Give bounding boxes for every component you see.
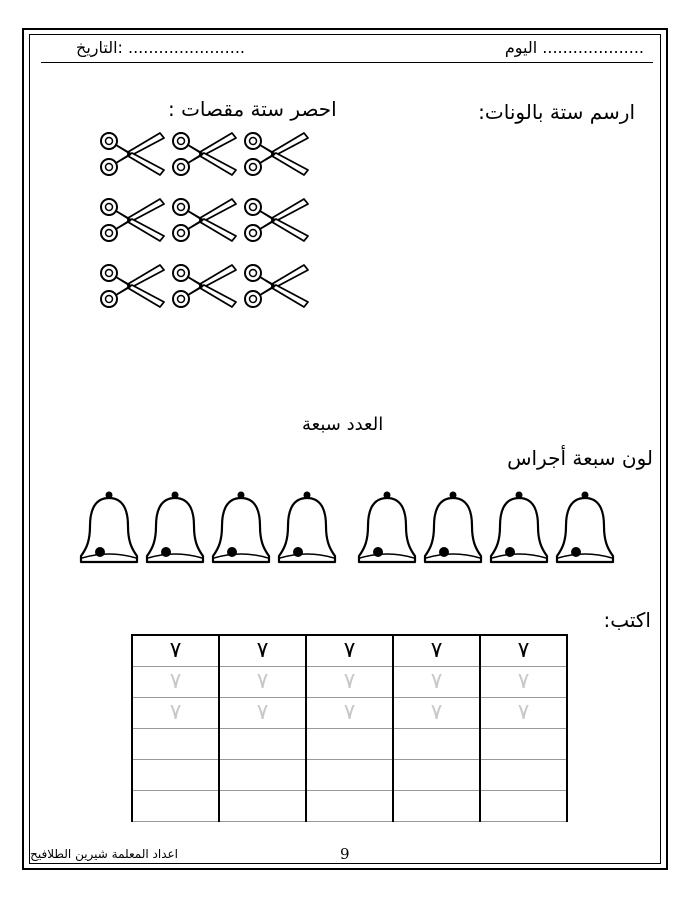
scissors-grid bbox=[96, 128, 311, 318]
scissors-icon bbox=[101, 265, 164, 307]
day-field-label: اليوم .................... bbox=[504, 38, 644, 57]
bell-icon[interactable] bbox=[554, 490, 616, 576]
trace-digit-cell[interactable]: ٧ bbox=[306, 698, 393, 729]
writing-cell[interactable] bbox=[480, 760, 567, 791]
writing-cell[interactable] bbox=[219, 760, 306, 791]
trace-digit-cell[interactable]: ٧ bbox=[219, 667, 306, 698]
count-scissors-instruction: احصر ستة مقصات : bbox=[168, 97, 337, 121]
header-rule bbox=[41, 62, 653, 63]
trace-digit-cell[interactable]: ٧ bbox=[306, 667, 393, 698]
scissors-icon bbox=[173, 133, 236, 175]
bell-icon[interactable] bbox=[144, 490, 206, 576]
trace-digit-cell[interactable]: ٧ bbox=[393, 698, 480, 729]
scissors-icon bbox=[101, 199, 164, 241]
trace-digit-cell[interactable]: ٧ bbox=[480, 667, 567, 698]
page-number: 9 bbox=[340, 845, 350, 863]
writing-cell[interactable] bbox=[306, 791, 393, 822]
scissors-icon bbox=[245, 265, 308, 307]
writing-cell[interactable] bbox=[393, 729, 480, 760]
scissors-icon bbox=[245, 199, 308, 241]
author-credit: اعداد المعلمة شيرين الطلافيح bbox=[30, 847, 178, 861]
write-instruction: اكتب: bbox=[603, 608, 651, 632]
tracing-row bbox=[132, 635, 567, 667]
bells-row bbox=[78, 490, 618, 576]
writing-cell[interactable] bbox=[306, 729, 393, 760]
draw-balloons-instruction: ارسم ستة بالونات: bbox=[478, 100, 635, 124]
model-digit-cell: ٧ bbox=[219, 635, 306, 667]
writing-cell[interactable] bbox=[219, 729, 306, 760]
writing-cell[interactable] bbox=[480, 791, 567, 822]
trace-digit-cell[interactable]: ٧ bbox=[393, 667, 480, 698]
color-bells-instruction: لون سبعة أجراس bbox=[507, 446, 653, 470]
number-seven-title: العدد سبعة bbox=[302, 414, 384, 435]
trace-digit-cell[interactable]: ٧ bbox=[219, 698, 306, 729]
writing-cell[interactable] bbox=[132, 729, 219, 760]
tracing-row bbox=[132, 667, 567, 698]
scissors-icon bbox=[173, 199, 236, 241]
scissors-icon bbox=[173, 265, 236, 307]
trace-digit-cell[interactable]: ٧ bbox=[480, 698, 567, 729]
bell-icon[interactable] bbox=[210, 490, 272, 576]
model-digit-cell: ٧ bbox=[132, 635, 219, 667]
trace-digit-cell[interactable]: ٧ bbox=[132, 667, 219, 698]
writing-cell[interactable] bbox=[219, 791, 306, 822]
writing-cell[interactable] bbox=[132, 760, 219, 791]
tracing-table bbox=[131, 634, 568, 822]
tracing-row bbox=[132, 760, 567, 791]
model-digit-cell: ٧ bbox=[306, 635, 393, 667]
bell-icon[interactable] bbox=[488, 490, 550, 576]
tracing-row bbox=[132, 698, 567, 729]
writing-cell[interactable] bbox=[132, 791, 219, 822]
bell-icon[interactable] bbox=[422, 490, 484, 576]
scissors-icon bbox=[245, 133, 308, 175]
date-field-label: التاريخ: ....................... bbox=[76, 38, 245, 57]
tracing-row bbox=[132, 729, 567, 760]
writing-cell[interactable] bbox=[393, 760, 480, 791]
bell-icon[interactable] bbox=[276, 490, 338, 576]
bell-icon[interactable] bbox=[78, 490, 140, 576]
writing-cell[interactable] bbox=[393, 791, 480, 822]
model-digit-cell: ٧ bbox=[480, 635, 567, 667]
bell-icon[interactable] bbox=[356, 490, 418, 576]
trace-digit-cell[interactable]: ٧ bbox=[132, 698, 219, 729]
tracing-row bbox=[132, 791, 567, 822]
scissors-icon bbox=[101, 133, 164, 175]
model-digit-cell: ٧ bbox=[393, 635, 480, 667]
writing-cell[interactable] bbox=[480, 729, 567, 760]
writing-cell[interactable] bbox=[306, 760, 393, 791]
